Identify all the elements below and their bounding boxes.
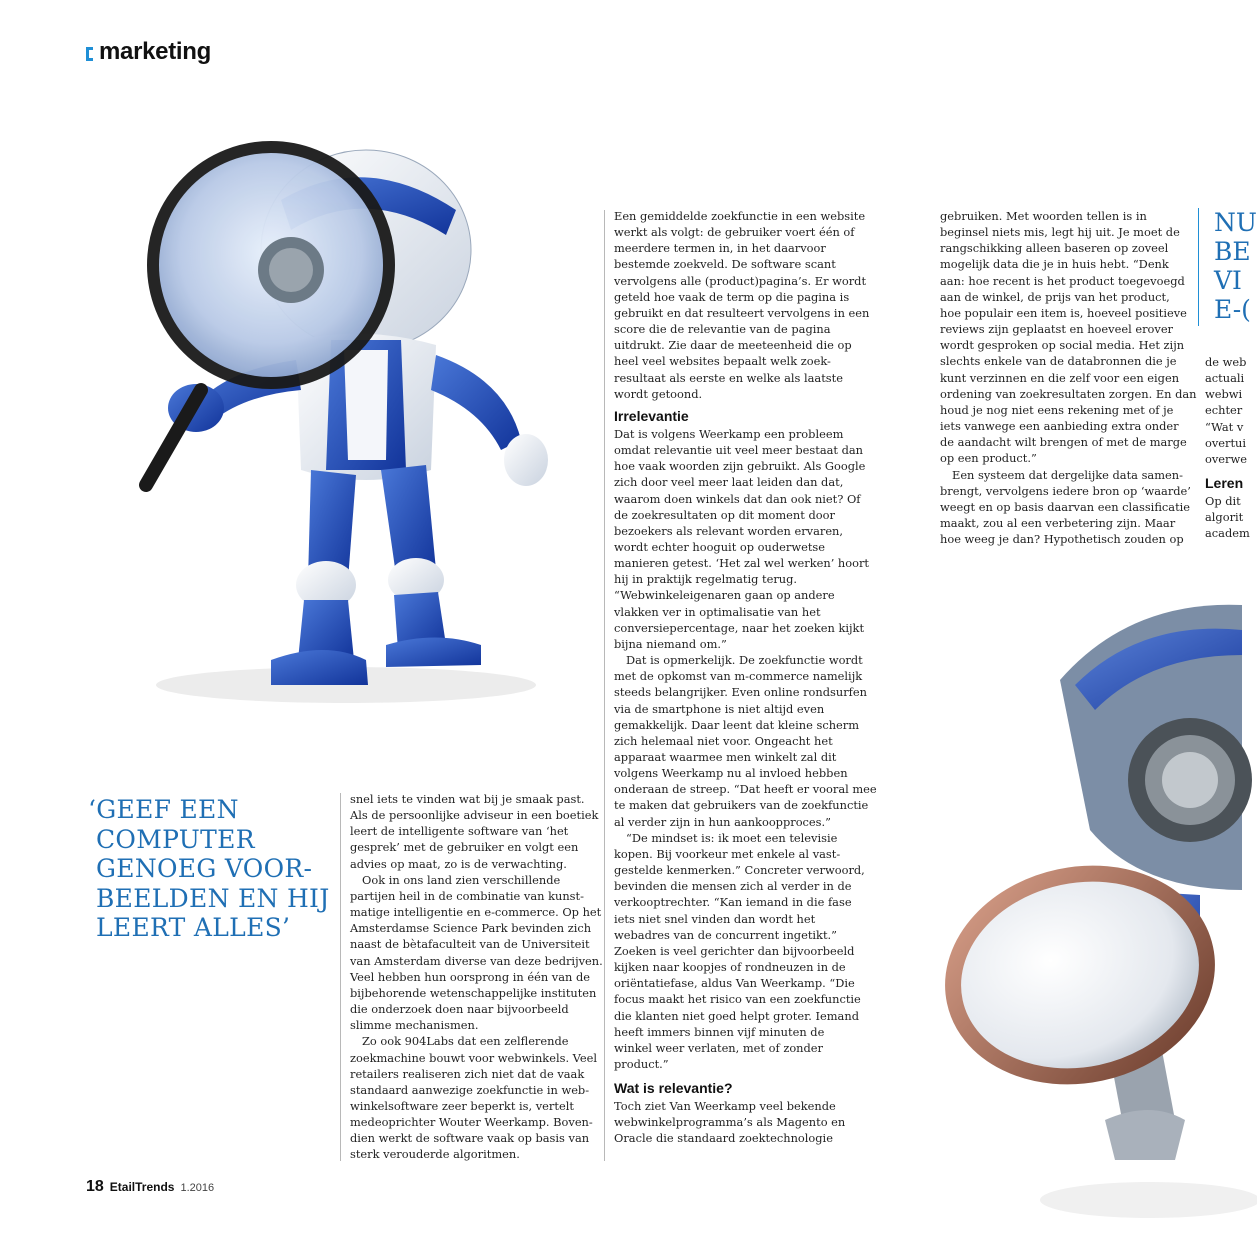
text-line: oriëntatiefase, aldus Van Weerkamp. “Die <box>614 976 855 991</box>
article-column-4-partial <box>1205 354 1250 542</box>
text-line: hoe vaak woorden zijn gebruikt. Als Google <box>614 459 866 474</box>
text-line: score die de relevantie van de pagina <box>614 322 831 337</box>
article-column-3 <box>940 208 1197 547</box>
heading-line: BE <box>1214 237 1251 266</box>
text-line: Oracle die standaard zoektechnologie <box>614 1131 833 1146</box>
text-line: uitdrukt. Zie daar de meeteenheid die op <box>614 338 852 353</box>
text-line: bestemde zoekveld. De software scant <box>614 257 836 272</box>
text-line: conversiepercentage, naar het zoeken kijkt <box>614 620 865 635</box>
text-line: leert de intelligente software van ‘het <box>350 824 569 839</box>
text-line: geteld hoe vaak de term op die pagina is <box>614 289 850 304</box>
text-line: algorit <box>1205 510 1244 525</box>
magazine-issue: 1.2016 <box>180 1182 215 1194</box>
text-line: Dat is opmerkelijk. De zoekfunctie wordt <box>626 653 863 668</box>
text-line: verkooptrechter. “Kan iemand in die fase <box>614 895 852 910</box>
article-column-2 <box>614 208 877 1147</box>
text-line: aan de winkel, de prijs van het product, <box>940 289 1170 304</box>
text-line: via de smartphone is niet altijd even <box>614 701 825 716</box>
pull-quote-line: ‘GEEF EEN <box>88 795 239 824</box>
text-line: volgens Weerkamp nu al invloed hebben <box>614 766 848 781</box>
text-line: aan: hoe recent is het product toegevoegd <box>940 273 1185 288</box>
text-line: wordt getoond. <box>614 386 703 401</box>
pull-quote-line: LEERT ALLES’ <box>96 913 291 942</box>
text-line: medeoprichter Wouter Weerkamp. Boven- <box>350 1115 593 1130</box>
text-line: “Wat v <box>1205 419 1244 434</box>
column-divider <box>340 793 341 1161</box>
text-line: gesprek’ met de gebruiker en volgt een <box>350 840 579 855</box>
text-line: product.” <box>614 1056 669 1071</box>
text-line: “De mindset is: ik moet een televisie <box>626 830 838 845</box>
text-line: snel iets te vinden wat bij je smaak past. <box>350 792 585 806</box>
text-line: al verder zijn in hun aankoopproces.” <box>614 814 831 829</box>
text-line: dien werkt de software vaak op basis van <box>350 1131 590 1146</box>
heading-line: E-( <box>1214 295 1251 324</box>
text-line: webwi <box>1205 387 1243 402</box>
text-line: Amsterdamse Science Park bevinden zich <box>350 921 592 936</box>
text-line: omdat relevantie uit veel meer bestaat dan <box>614 443 864 458</box>
text-line: met de opkomst van m-commerce namelijk <box>614 669 863 684</box>
heading-rule <box>1198 208 1199 326</box>
text-line: Een systeem dat dergelijke data samen- <box>952 467 1183 482</box>
text-line: te maken dat gebruikers van de zoekfunctie <box>614 798 869 813</box>
text-line: standaard aanwezige zoekfunctie in web- <box>350 1082 590 1097</box>
text-line: heeft immers binnen vijf minuten de <box>614 1024 825 1039</box>
text-line: iets vanwege een aanbieding extra onder <box>940 419 1179 434</box>
text-line: manieren getest. ‘Het zal wel werken’ hoort <box>614 556 870 571</box>
text-line: slimme mechanismen. <box>350 1018 479 1033</box>
subheading-leren: Leren <box>1205 475 1244 492</box>
text-line: “Webwinkeleigenaren gaan op andere <box>614 588 835 603</box>
text-line: de zoekresultaten op dit moment door <box>614 507 835 522</box>
text-line: kijken naar koopjes of rondneuzen in de <box>614 960 846 975</box>
text-line: actuali <box>1205 371 1245 386</box>
page-number: 18 <box>86 1178 104 1195</box>
text-line: hoe weeg je dan? Hypothetisch zouden op <box>940 532 1184 547</box>
text-line: kopen. Bij voorkeur met enkele al vast- <box>614 846 841 861</box>
text-line: bijna niemand om.” <box>614 636 727 651</box>
text-line: echter <box>1205 403 1243 418</box>
next-column-heading <box>1214 208 1257 324</box>
heading-line: NU <box>1214 208 1257 237</box>
text-line: vervolgens alle (product)pagina’s. Er wordt <box>614 273 867 288</box>
text-line: ordening van zoekresultaten zorgen. En dan <box>940 386 1197 401</box>
text-line: de aandacht wilt brengen of met de marge <box>940 435 1187 450</box>
text-line: hij in praktijk regelmatig terug. <box>614 572 798 587</box>
text-line: maakt, zou al een verbetering zijn. Maar <box>940 515 1176 530</box>
text-line: wordt echter hooguit op ouderwetse <box>614 539 825 554</box>
column-divider <box>604 210 605 1161</box>
text-line: sterk verouderde algoritmen. <box>350 1147 520 1162</box>
subheading-irrelevantie: Irrelevantie <box>614 407 689 424</box>
text-line: Een gemiddelde zoekfunctie in een website <box>614 209 866 223</box>
text-line: naast de bètafaculteit van de Universiteit <box>350 937 590 952</box>
text-line: academ <box>1205 526 1250 541</box>
text-line: houd je nog niet eens rekening met of je <box>940 402 1174 417</box>
text-line: overtui <box>1205 435 1247 450</box>
text-line: zich door veel meer laat leiden dan dat, <box>614 475 844 490</box>
text-line: partijen heil in de combinatie van kunst- <box>350 888 584 903</box>
text-line: beginsel niets mis, legt hij uit. Je moet de <box>940 225 1180 240</box>
text-line: werkt als volgt: de gebruiker voert één of <box>614 225 855 240</box>
text-line: van Amsterdam diverse van deze bedrijven. <box>350 953 603 968</box>
text-line: retailers realiseren zich niet dat de vaak <box>350 1066 585 1081</box>
section-marker-icon <box>86 47 93 61</box>
text-line: rangschikking alleen baseren op zoveel <box>940 241 1169 256</box>
text-line: Dat is volgens Weerkamp een probleem <box>614 426 844 441</box>
section-header <box>86 38 211 66</box>
article-column-1 <box>350 791 603 1163</box>
text-line: mogelijk data die je in huis hebt. “Denk <box>940 257 1169 272</box>
text-line: kunt verzinnen en die zelf voor een eigen <box>940 370 1180 385</box>
text-line: advies op maat, zo is de verwachting. <box>350 856 567 871</box>
text-line: meerdere termen in, in het daarvoor <box>614 241 826 256</box>
text-line: matige intelligentie en e-commerce. Op het <box>350 905 602 920</box>
text-line: die onderzoek doen naar bijvoorbeeld <box>350 1002 569 1017</box>
text-line: winkelsoftware zeer beperkt is, vertelt <box>350 1098 574 1113</box>
text-line: bezoekers als relevant worden ervaren, <box>614 523 844 538</box>
text-line: gemakkelijk. Daar leent dat kleine scherm <box>614 717 860 732</box>
text-line: vlakken ver in optimalisatie van het <box>614 604 821 619</box>
magazine-name: EtailTrends <box>109 1180 175 1194</box>
text-line: gebruikt en dat resulteert vervolgens in een <box>614 305 870 320</box>
text-line: onderaan de streep. “Dat heeft er vooral mee <box>614 782 877 797</box>
text-line: wordt gesproken op social media. Het zijn <box>940 338 1185 353</box>
text-line: webadres van de concurrent ingetikt.” <box>614 927 837 942</box>
heading-line: VI <box>1214 266 1242 295</box>
robot-magnifier-image <box>86 140 586 710</box>
text-line: brengt, vervolgens iedere bron op ‘waarde’ <box>940 483 1191 498</box>
text-line: focus maakt het risico van een zoekfunctie <box>614 992 861 1007</box>
text-line: bijbehorende wetenschappelijke instituten <box>350 985 597 1000</box>
text-line: iets niet snel vinden dan wordt het <box>614 911 816 926</box>
text-line: Op dit <box>1205 494 1241 509</box>
text-line: overwe <box>1205 451 1247 466</box>
pull-quote-line: BEELDEN EN HIJ <box>96 883 330 913</box>
text-line: Als de persoonlijke adviseur in een boetiek <box>350 808 599 823</box>
text-line: apparaat waarmee men winkelt zal dit <box>614 750 837 764</box>
text-line: waarom doen winkels dat dan ook niet? Of <box>614 491 861 506</box>
text-line: gebruiken. Met woorden tellen is in <box>940 209 1147 223</box>
text-line: zich helemaal niet voor. Ongeacht het <box>614 733 833 748</box>
pull-quote-line: COMPUTER <box>96 824 255 854</box>
text-line: hoe populair een item is, hoeveel positieve <box>940 305 1187 320</box>
text-line: gestelde kenmerken.” Concreter verwoord, <box>614 863 865 878</box>
text-line: Zoeken is veel gerichter dan bijvoorbeeld <box>614 943 855 958</box>
subheading-wat-is-relevantie: Wat is relevantie? <box>614 1080 733 1097</box>
text-line: op een product.” <box>940 451 1037 466</box>
text-line: Zo ook 904Labs dat een zelflerende <box>362 1034 569 1049</box>
section-title: marketing <box>99 38 212 65</box>
text-line: bevinden die mensen zich al verder in de <box>614 879 852 894</box>
text-line: zoekmachine bouwt voor webwinkels. Veel <box>350 1050 597 1065</box>
text-line: slechts enkele van de databronnen die je <box>940 354 1177 369</box>
text-line: resultaat als eerste en welke als laatste <box>614 370 843 385</box>
text-line: Veel hebben hun oorsprong in één van de <box>350 969 591 984</box>
text-line: die klanten niet goed helpt groter. Iemand <box>614 1008 859 1023</box>
robot-magnifier-closeup-image <box>900 560 1242 1230</box>
text-line: steeds belangrijker. Even online rondsurfen <box>614 685 867 700</box>
text-line: de web <box>1205 355 1247 369</box>
text-line: heel veel websites bepaalt welk zoek- <box>614 354 831 369</box>
pull-quote <box>88 795 330 943</box>
text-line: Toch ziet Van Weerkamp veel bekende <box>614 1099 836 1114</box>
pull-quote-line: GENOEG VOOR- <box>96 854 313 883</box>
text-line: winkel weer verlaten, met of zonder <box>614 1040 823 1055</box>
text-line: Ook in ons land zien verschillende <box>362 872 561 887</box>
text-line: weegt en op basis daarvan een classificatie <box>940 499 1191 514</box>
text-line: reviews zijn geplaatst en hoeveel erover <box>940 322 1174 337</box>
text-line: webwinkelprogramma’s als Magento en <box>614 1115 846 1130</box>
page-footer <box>86 1178 214 1196</box>
